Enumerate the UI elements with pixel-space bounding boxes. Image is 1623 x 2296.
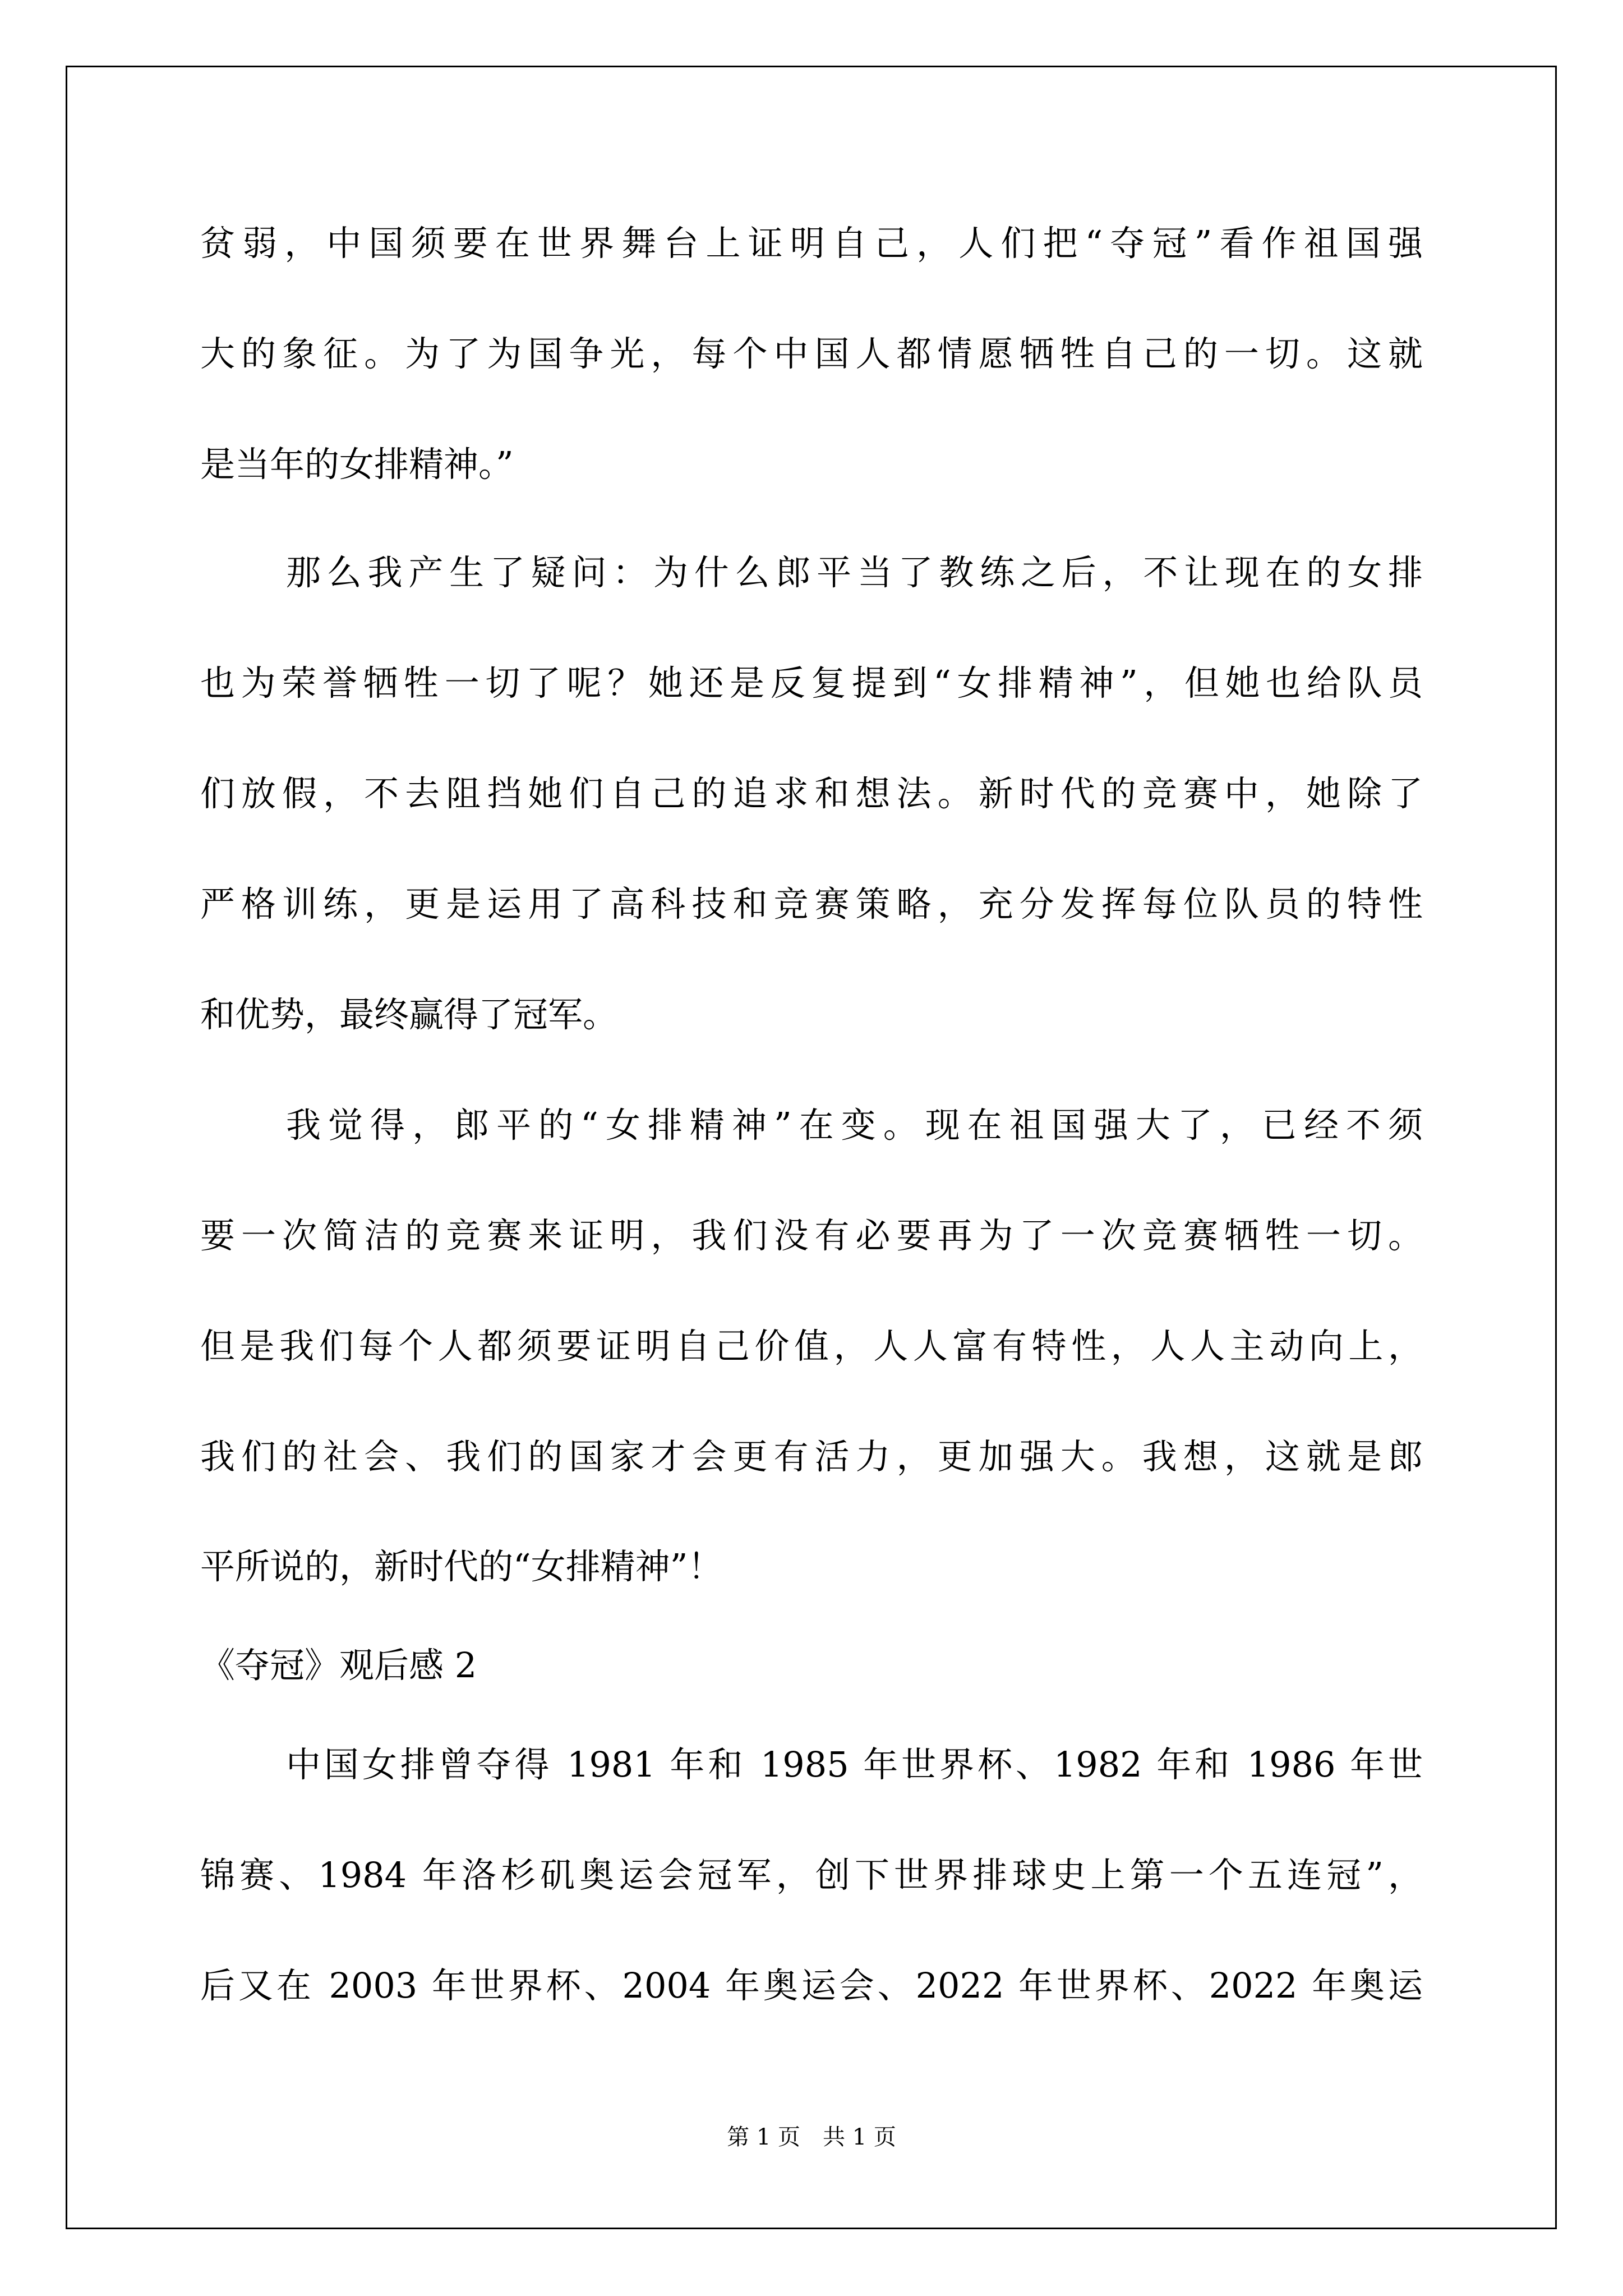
page-footer: 第 1 页 共 1 页 xyxy=(727,2124,896,2150)
paragraph-start-line: 中国女排曾夺得 1981 年和 1985 年世界杯、1982 年和 1986 年世 xyxy=(286,1744,1423,1785)
text-line: 大的象征。为了为国争光，每个中国人都情愿牺牲自己的一切。这就 xyxy=(200,333,1423,374)
page-border xyxy=(66,66,1557,2229)
text-line: 后又在 2003 年世界杯、2004 年奥运会、2022 年世界杯、2022 年奥运 xyxy=(200,1965,1423,2006)
text-line: 是当年的女排精神。” xyxy=(200,444,514,485)
text-line: 但是我们每个人都须要证明自己价值，人人富有特性，人人主动向上， xyxy=(200,1326,1423,1366)
text-line: 严格训练，更是运用了高科技和竞赛策略，充分发挥每位队员的特性 xyxy=(200,884,1423,924)
text-line: 平所说的，新时代的“女排精神”！ xyxy=(200,1546,723,1587)
paragraph-start-line: 那么我产生了疑问：为什么郎平当了教练之后，不让现在的女排 xyxy=(286,552,1423,593)
text-line: 我们的社会、我们的国家才会更有活力，更加强大。我想，这就是郎 xyxy=(200,1436,1423,1477)
section-heading: 《夺冠》观后感 2 xyxy=(200,1645,477,1686)
text-line: 也为荣誉牺牲一切了呢？她还是反复提到“女排精神”，但她也给队员 xyxy=(200,662,1423,703)
text-line: 要一次简洁的竞赛来证明，我们没有必要再为了一次竞赛牺牲一切。 xyxy=(200,1215,1423,1256)
text-line: 和优势，最终赢得了冠军。 xyxy=(200,994,618,1035)
paragraph-start-line: 我觉得，郎平的“女排精神”在变。现在祖国强大了，已经不须 xyxy=(286,1105,1423,1145)
text-line: 贫弱，中国须要在世界舞台上证明自己，人们把“夺冠”看作祖国强 xyxy=(200,223,1423,264)
text-line: 们放假，不去阻挡她们自己的追求和想法。新时代的竞赛中，她除了 xyxy=(200,773,1423,814)
text-line: 锦赛、1984 年洛杉矶奥运会冠军，创下世界排球史上第一个五连冠”， xyxy=(200,1855,1423,1895)
